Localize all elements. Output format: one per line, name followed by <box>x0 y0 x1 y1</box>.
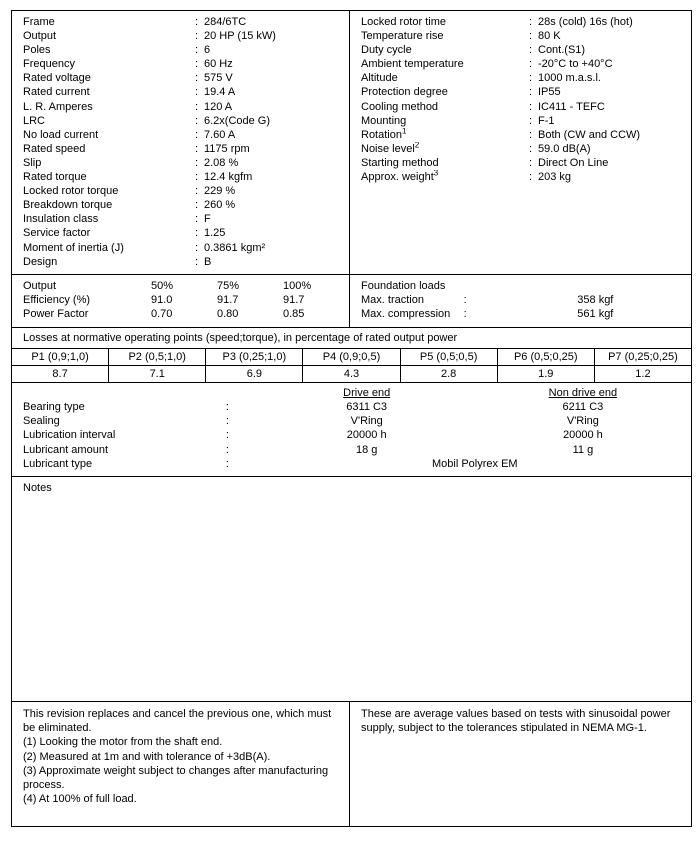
spec-value-right-3: -20°C to +40°C <box>538 58 613 71</box>
spec-row <box>350 128 691 142</box>
bearings-non-drive-end-value-3: 11 g <box>572 443 594 456</box>
spec-value-left-15: 1.25 <box>204 227 226 240</box>
losses-value-1: 7.1 <box>109 365 206 382</box>
spec-colon: : <box>195 16 199 28</box>
spec-value-left-1: 20 HP (15 kW) <box>204 30 276 43</box>
spec-colon: : <box>529 58 533 71</box>
spec-label-left-6: L. R. Amperes <box>23 100 93 113</box>
spec-value-left-4: 575 V <box>204 72 233 85</box>
bearings-row <box>12 443 691 457</box>
bearings-label-0: Bearing type <box>23 400 85 413</box>
spec-colon: : <box>195 72 199 85</box>
spec-label-left-16: Moment of inertia (J) <box>23 241 124 254</box>
spec-label-left-8: No load current <box>23 128 99 141</box>
spec-colon: : <box>529 171 533 184</box>
footnote-marker: 3 <box>433 170 439 178</box>
foundation-row <box>350 293 691 307</box>
load-points-header-label: Output <box>23 279 57 292</box>
spec-value-right-4: 1000 m.a.s.l. <box>538 72 601 85</box>
spec-colon: : <box>195 142 199 155</box>
spec-label-left-2: Poles <box>23 44 51 57</box>
bearings-section <box>12 382 691 477</box>
lubricant-type-row <box>12 457 691 471</box>
spec-colon: : <box>195 58 199 71</box>
losses-value-0: 8.7 <box>12 365 109 382</box>
spec-row <box>12 71 349 85</box>
spec-value-left-9: 1175 rpm <box>204 142 250 155</box>
spec-row <box>12 100 349 114</box>
losses-value-5: 1.9 <box>497 365 594 382</box>
spec-label-left-3: Frequency <box>23 58 75 71</box>
spec-colon: : <box>195 30 199 43</box>
specifications-left-column <box>12 11 349 274</box>
lubricant-type-colon: : <box>225 458 229 471</box>
spec-label-left-0: Frame <box>23 16 55 28</box>
spec-row <box>12 241 349 255</box>
spec-label-right-2: Duty cycle <box>361 44 412 57</box>
losses-column-header-2: P3 (0,25;1,0) <box>206 348 303 365</box>
specifications-right-column <box>349 11 691 274</box>
spec-colon: : <box>529 100 533 113</box>
spec-label-left-17: Design <box>23 255 58 268</box>
spec-colon: : <box>195 199 199 212</box>
footnotes-left <box>12 702 349 826</box>
spec-row <box>12 226 349 240</box>
footnotes-section <box>12 701 691 826</box>
losses-title: Losses at normative operating points (speed;torque), in percentage of rated output power <box>23 331 458 344</box>
spec-row <box>350 170 691 184</box>
bearings-colon: : <box>225 400 229 413</box>
spec-value-left-6: 120 A <box>204 100 233 113</box>
losses-column-header-3: P4 (0,9;0,5) <box>303 348 400 365</box>
spec-colon: : <box>195 114 199 127</box>
spec-colon: : <box>195 171 199 184</box>
load-points-value-1-0: 0.70 <box>151 308 173 321</box>
spec-label-right-8: Rotation$^1$ <box>361 127 407 141</box>
spec-colon: : <box>195 128 199 141</box>
foundation-colon: : <box>463 293 467 306</box>
datasheet-frame <box>11 10 692 827</box>
spec-list-left <box>12 15 349 269</box>
spec-value-left-3: 60 Hz <box>204 58 233 71</box>
spec-row <box>12 170 349 184</box>
footnote-left-2: (2) Measured at 1m and with tolerance of +3dB(A). <box>23 750 271 763</box>
spec-colon: : <box>529 86 533 99</box>
spec-label-right-4: Altitude <box>361 72 398 85</box>
losses-column-header-6: P7 (0,25;0,25) <box>594 348 691 365</box>
spec-row <box>350 15 691 29</box>
spec-row <box>350 100 691 114</box>
losses-column-header-1: P2 (0,5;1,0) <box>109 348 206 365</box>
spec-value-left-13: 260 % <box>204 199 236 212</box>
spec-label-right-1: Temperature rise <box>361 30 444 43</box>
spec-colon: : <box>195 185 199 198</box>
spec-value-left-12: 229 % <box>204 185 236 198</box>
bearings-row <box>12 400 691 414</box>
spec-value-left-8: 7.60 A <box>204 128 236 141</box>
footnote-marker: 1 <box>401 127 407 136</box>
spec-colon: : <box>529 142 533 155</box>
spec-label-right-10: Starting method <box>361 156 439 169</box>
spec-row <box>12 212 349 226</box>
spec-row <box>350 85 691 99</box>
spec-value-left-7: 6.2x(Code G) <box>204 114 271 127</box>
load-points-value-0-1: 91.7 <box>217 293 239 306</box>
bearings-header-row <box>12 386 691 400</box>
spec-value-left-2: 6 <box>204 44 211 57</box>
spec-row <box>12 142 349 156</box>
losses-column-header-4: P5 (0,5;0,5) <box>400 348 497 365</box>
spec-value-left-0: 284/6TC <box>204 16 247 28</box>
spec-row <box>350 71 691 85</box>
specifications-section <box>12 11 691 274</box>
losses-table <box>12 348 691 382</box>
spec-row <box>12 128 349 142</box>
spec-value-right-9: 59.0 dB(A) <box>538 142 591 155</box>
spec-label-right-3: Ambient temperature <box>361 58 464 71</box>
foundation-value-0: 358 kgf <box>577 293 614 306</box>
spec-row <box>350 114 691 128</box>
bearings-label-2: Lubrication interval <box>23 429 116 442</box>
spec-row <box>12 184 349 198</box>
bearings-label-1: Sealing <box>23 415 60 428</box>
spec-colon: : <box>529 72 533 85</box>
load-points-value-1-2: 0.85 <box>283 308 305 321</box>
spec-value-left-14: F <box>204 213 211 226</box>
spec-label-left-9: Rated speed <box>23 142 86 155</box>
bearings-colon: : <box>225 415 229 428</box>
spec-label-left-13: Breakdown torque <box>23 199 113 212</box>
spec-colon: : <box>195 241 199 254</box>
footnote-left-3: (3) Approximate weight subject to changes after manufacturing process. <box>23 764 329 792</box>
spec-row <box>350 57 691 71</box>
spec-row <box>12 255 349 269</box>
losses-values-row <box>12 365 691 382</box>
spec-value-right-11: 203 kg <box>538 171 572 184</box>
foundation-colon: : <box>463 308 467 321</box>
non-drive-end-header: Non drive end <box>548 386 618 399</box>
load-point-header-0: 50% <box>151 279 174 292</box>
losses-value-3: 4.3 <box>303 365 400 382</box>
spec-row <box>350 156 691 170</box>
load-points-value-0-0: 91.0 <box>151 293 173 306</box>
bearings-drive-end-value-1: V'Ring <box>350 415 383 428</box>
losses-column-header-0: P1 (0,9;1,0) <box>31 350 89 363</box>
spec-row <box>12 114 349 128</box>
load-points-row <box>12 307 349 321</box>
foundation-value-1: 561 kgf <box>577 308 614 321</box>
bearings-colon: : <box>225 443 229 456</box>
spec-value-right-8: Both (CW and CCW) <box>538 128 641 141</box>
spec-value-right-6: IC411 - TEFC <box>538 100 605 113</box>
spec-colon: : <box>195 44 199 57</box>
bearings-row <box>12 428 691 442</box>
spec-row <box>350 142 691 156</box>
foundation-title: Foundation loads <box>361 279 446 292</box>
bearings-row <box>12 414 691 428</box>
spec-list-right <box>350 15 691 184</box>
spec-label-left-1: Output <box>23 30 57 43</box>
spec-colon: : <box>195 86 199 99</box>
load-points-table-wrap <box>12 275 349 327</box>
bearings-non-drive-end-value-1: V'Ring <box>566 415 599 428</box>
load-points-header-row <box>12 279 349 293</box>
load-points-value-0-2: 91.7 <box>283 293 305 306</box>
load-points-row-label-1: Power Factor <box>23 308 89 321</box>
bearings-drive-end-value-0: 6311 C3 <box>346 400 388 413</box>
footnote-left-1: (1) Looking the motor from the shaft end. <box>23 736 223 749</box>
spec-label-left-7: LRC <box>23 114 46 127</box>
load-point-header-1: 75% <box>217 279 240 292</box>
lubricant-type-value: Mobil Polyrex EM <box>432 458 518 471</box>
spec-label-right-0: Locked rotor time <box>361 16 446 28</box>
spec-label-right-6: Cooling method <box>361 100 439 113</box>
foundation-row <box>350 307 691 321</box>
spec-label-left-12: Locked rotor torque <box>23 185 119 198</box>
spec-colon: : <box>195 255 199 268</box>
spec-row <box>350 29 691 43</box>
foundation-loads-table <box>350 279 691 322</box>
bearings-drive-end-value-3: 18 g <box>355 443 378 456</box>
spec-row <box>350 43 691 57</box>
spec-value-right-1: 80 K <box>538 30 561 43</box>
load-point-header-2: 100% <box>283 279 312 292</box>
load-points-row <box>12 293 349 307</box>
spec-value-left-16: 0.3861 kgm² <box>204 241 266 254</box>
spec-row <box>12 198 349 212</box>
spec-colon: : <box>195 227 199 240</box>
spec-value-right-2: Cont.(S1) <box>538 44 586 57</box>
foundation-title-row <box>350 279 691 293</box>
load-points-table <box>12 279 349 322</box>
spec-value-left-11: 12.4 kgfm <box>204 171 253 184</box>
spec-colon: : <box>529 128 533 141</box>
spec-label-right-9: Noise level$^2$ <box>361 141 420 155</box>
spec-value-right-7: F-1 <box>538 114 555 127</box>
spec-value-left-10: 2.08 % <box>204 156 239 169</box>
bearings-label-3: Lubricant amount <box>23 443 108 456</box>
spec-colon: : <box>195 213 199 226</box>
load-points-section <box>12 274 691 327</box>
spec-row <box>12 15 349 29</box>
footnote-left-4: (4) At 100% of full load. <box>23 793 137 806</box>
losses-header-row <box>12 348 691 365</box>
spec-colon: : <box>529 156 533 169</box>
losses-column-header-5: P6 (0,5;0,25) <box>497 348 594 365</box>
footnote-marker: 2 <box>414 141 420 150</box>
notes-title: Notes <box>23 482 52 495</box>
spec-colon: : <box>195 156 199 169</box>
spec-label-left-10: Slip <box>23 156 42 169</box>
spec-value-left-17: B <box>204 255 212 268</box>
spec-label-left-5: Rated current <box>23 86 90 99</box>
spec-row <box>12 85 349 99</box>
spec-value-right-5: IP55 <box>538 86 561 99</box>
bearings-non-drive-end-value-2: 20000 h <box>563 429 603 442</box>
spec-row <box>12 43 349 57</box>
spec-label-right-11: Approx. weight$^3$ <box>361 170 439 184</box>
bearings-drive-end-value-2: 20000 h <box>346 429 387 442</box>
spec-row <box>12 29 349 43</box>
spec-colon: : <box>529 30 533 43</box>
spec-label-left-15: Service factor <box>23 227 91 240</box>
footnotes-right <box>349 702 691 826</box>
drive-end-header: Drive end <box>343 386 391 399</box>
spec-label-left-11: Rated torque <box>23 171 87 184</box>
losses-section <box>12 327 691 382</box>
spec-colon: : <box>195 100 199 113</box>
foundation-label-1: Max. compression <box>361 308 451 321</box>
footnote-right-0: These are average values based on tests with sinusoidal power supply, subject to the tolerances stipulated in NEMA MG-1. <box>361 708 671 735</box>
spec-label-left-14: Insulation class <box>23 213 99 226</box>
spec-colon: : <box>529 16 533 28</box>
spec-row <box>12 156 349 170</box>
spec-colon: : <box>529 44 533 57</box>
losses-value-6: 1.2 <box>594 365 691 382</box>
bearings-table <box>12 386 691 472</box>
bearings-colon: : <box>225 429 229 442</box>
spec-label-left-4: Rated voltage <box>23 72 91 85</box>
bearings-non-drive-end-value-0: 6211 C3 <box>562 400 604 413</box>
losses-value-2: 6.9 <box>206 365 303 382</box>
foundation-loads-block <box>349 275 691 327</box>
spec-value-right-10: Direct On Line <box>538 156 609 169</box>
load-points-value-1-1: 0.80 <box>217 308 239 321</box>
footnote-left-0: This revision replaces and cancel the previous one, which must be eliminated. <box>23 708 332 735</box>
load-points-row-label-0: Efficiency (%) <box>23 293 91 306</box>
spec-label-right-5: Protection degree <box>361 86 448 99</box>
lubricant-type-label: Lubricant type <box>23 458 93 471</box>
notes-section[interactable] <box>12 476 691 701</box>
spec-value-right-0: 28s (cold) 16s (hot) <box>538 16 633 28</box>
foundation-label-0: Max. traction <box>361 293 424 306</box>
losses-value-4: 2.8 <box>400 365 497 382</box>
spec-row <box>12 57 349 71</box>
spec-colon: : <box>529 114 533 127</box>
spec-label-right-7: Mounting <box>361 114 407 127</box>
spec-value-left-5: 19.4 A <box>204 86 236 99</box>
